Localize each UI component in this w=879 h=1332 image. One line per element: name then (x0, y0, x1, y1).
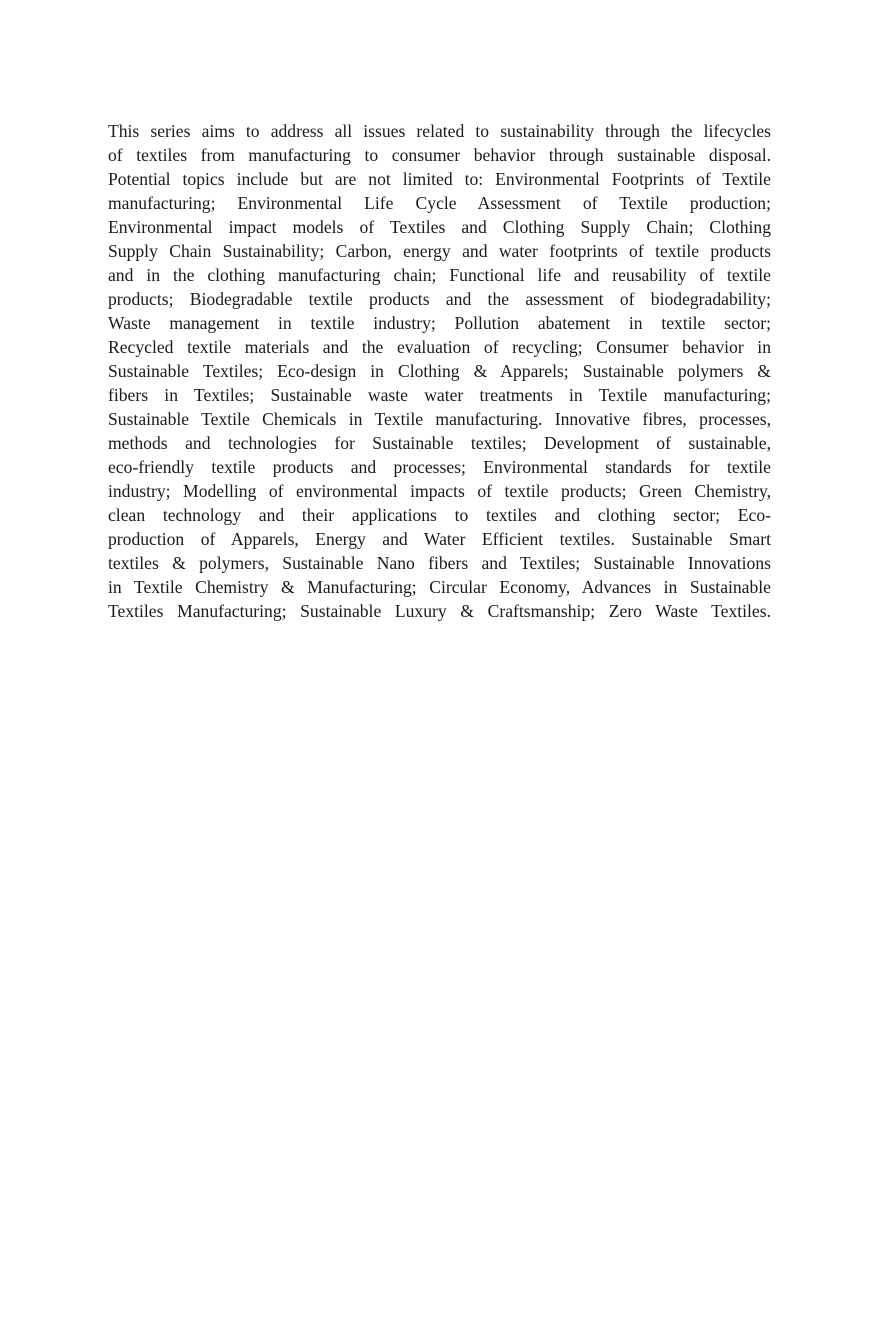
paragraph-line: textiles & polymers, Sustainable Nano fibers and Textiles; Sustainable Innovations (108, 553, 771, 573)
paragraph-line: industry; Modelling of environmental impacts of textile products; Green Chemistry, (108, 481, 771, 501)
paragraph-line: clean technology and their applications to textiles and clothing sector; Eco- (108, 505, 771, 525)
series-description-paragraph (108, 119, 771, 623)
paragraph-line: Textiles Manufacturing; Sustainable Luxury & Craftsmanship; Zero Waste Textiles. (108, 601, 771, 621)
paragraph-line: products; Biodegradable textile products and the assessment of biodegradability; (108, 289, 771, 309)
paragraph-line: fibers in Textiles; Sustainable waste water treatments in Textile manufacturing; (108, 385, 771, 405)
paragraph-line: Sustainable Textile Chemicals in Textile manufacturing. Innovative fibres, processes, (108, 409, 771, 429)
paragraph-line: Recycled textile materials and the evaluation of recycling; Consumer behavior in (108, 337, 771, 357)
paragraph-line: Potential topics include but are not limited to: Environmental Footprints of Textile (108, 169, 771, 189)
paragraph-line: and in the clothing manufacturing chain; Functional life and reusability of textile (108, 265, 771, 285)
paragraph-line: manufacturing; Environmental Life Cycle Assessment of Textile production; (108, 193, 771, 213)
paragraph-line: of textiles from manufacturing to consumer behavior through sustainable disposal. (108, 145, 771, 165)
paragraph-line: methods and technologies for Sustainable textiles; Development of sustainable, (108, 433, 771, 453)
paragraph-line: production of Apparels, Energy and Water Efficient textiles. Sustainable Smart (108, 529, 771, 549)
paragraph-line: eco-friendly textile products and processes; Environmental standards for textile (108, 457, 771, 477)
paragraph-line: This series aims to address all issues related to sustainability through the lifecycles (108, 121, 771, 141)
paragraph-line: Waste management in textile industry; Pollution abatement in textile sector; (108, 313, 771, 333)
paragraph-line: Supply Chain Sustainability; Carbon, energy and water footprints of textile products (108, 241, 771, 261)
paragraph-line: Environmental impact models of Textiles and Clothing Supply Chain; Clothing (108, 217, 771, 237)
paragraph-line: Sustainable Textiles; Eco-design in Clothing & Apparels; Sustainable polymers & (108, 361, 771, 381)
paragraph-line: in Textile Chemistry & Manufacturing; Circular Economy, Advances in Sustainable (108, 577, 771, 597)
